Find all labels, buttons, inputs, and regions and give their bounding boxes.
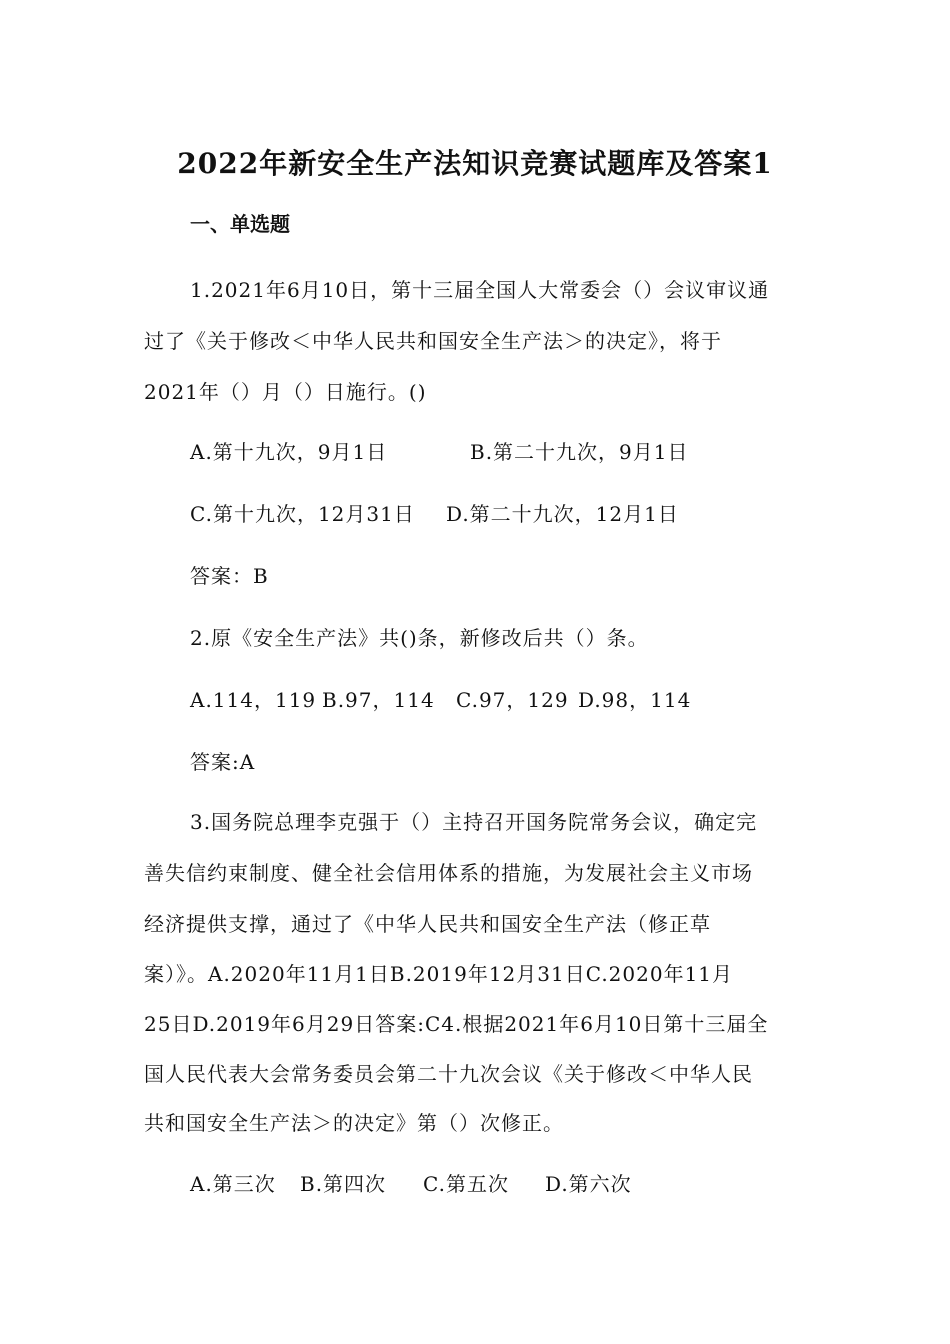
q1-option-b: B.第二十九次，9月1日 — [470, 440, 689, 464]
q1-line-2: 过了《关于修改＜中华人民共和国安全生产法＞的决定》，将于 — [144, 329, 722, 353]
q2-option-b: B.97，114 — [322, 688, 435, 712]
q1-option-a: A.第十九次，9月1日 — [190, 440, 388, 464]
q1-option-d: D.第二十九次，12月1日 — [446, 502, 679, 526]
q2-answer: 答案:A — [190, 750, 256, 774]
q1-line-3: 2021年（）月（）日施行。() — [144, 380, 427, 404]
q3-line-2: 善失信约束制度、健全社会信用体系的措施，为发展社会主义市场 — [144, 861, 753, 885]
q4-option-d: D.第六次 — [545, 1172, 632, 1196]
document-title: 2022年新安全生产法知识竞赛试题库及答案1 — [177, 147, 773, 180]
q3-line-4: 案）》。A.2020年11月1日B.2019年12月31日C.2020年11月 — [144, 962, 734, 986]
q3-line-5: 25日D.2019年6月29日答案:C4.根据2021年6月10日第十三届全 — [144, 1012, 769, 1036]
section-heading: 一、单选题 — [190, 212, 290, 236]
q1-answer: 答案：B — [190, 564, 269, 588]
q4-option-a: A.第三次 — [190, 1172, 276, 1196]
q3-line-1: 3.国务院总理李克强于（）主持召开国务院常务会议，确定完 — [190, 810, 758, 834]
q4-option-b: B.第四次 — [300, 1172, 387, 1196]
q1-option-c: C.第十九次，12月31日 — [190, 502, 415, 526]
q2-option-a: A.114，119 — [190, 688, 317, 712]
q2-option-d: D.98，114 — [578, 688, 692, 712]
q4-option-c: C.第五次 — [423, 1172, 509, 1196]
q3-line-6: 国人民代表大会常务委员会第二十九次会议《关于修改＜中华人民 — [144, 1062, 753, 1086]
q3-line-7: 共和国安全生产法＞的决定》第（）次修正。 — [144, 1111, 564, 1135]
q1-line-1: 1.2021年6月10日，第十三届全国人大常委会（）会议审议通 — [190, 278, 770, 302]
q3-line-3: 经济提供支撑，通过了《中华人民共和国安全生产法（修正草 — [144, 912, 711, 936]
q2-option-c: C.97，129 — [456, 688, 569, 712]
q2-line-1: 2.原《安全生产法》共()条，新修改后共（）条。 — [190, 626, 649, 650]
